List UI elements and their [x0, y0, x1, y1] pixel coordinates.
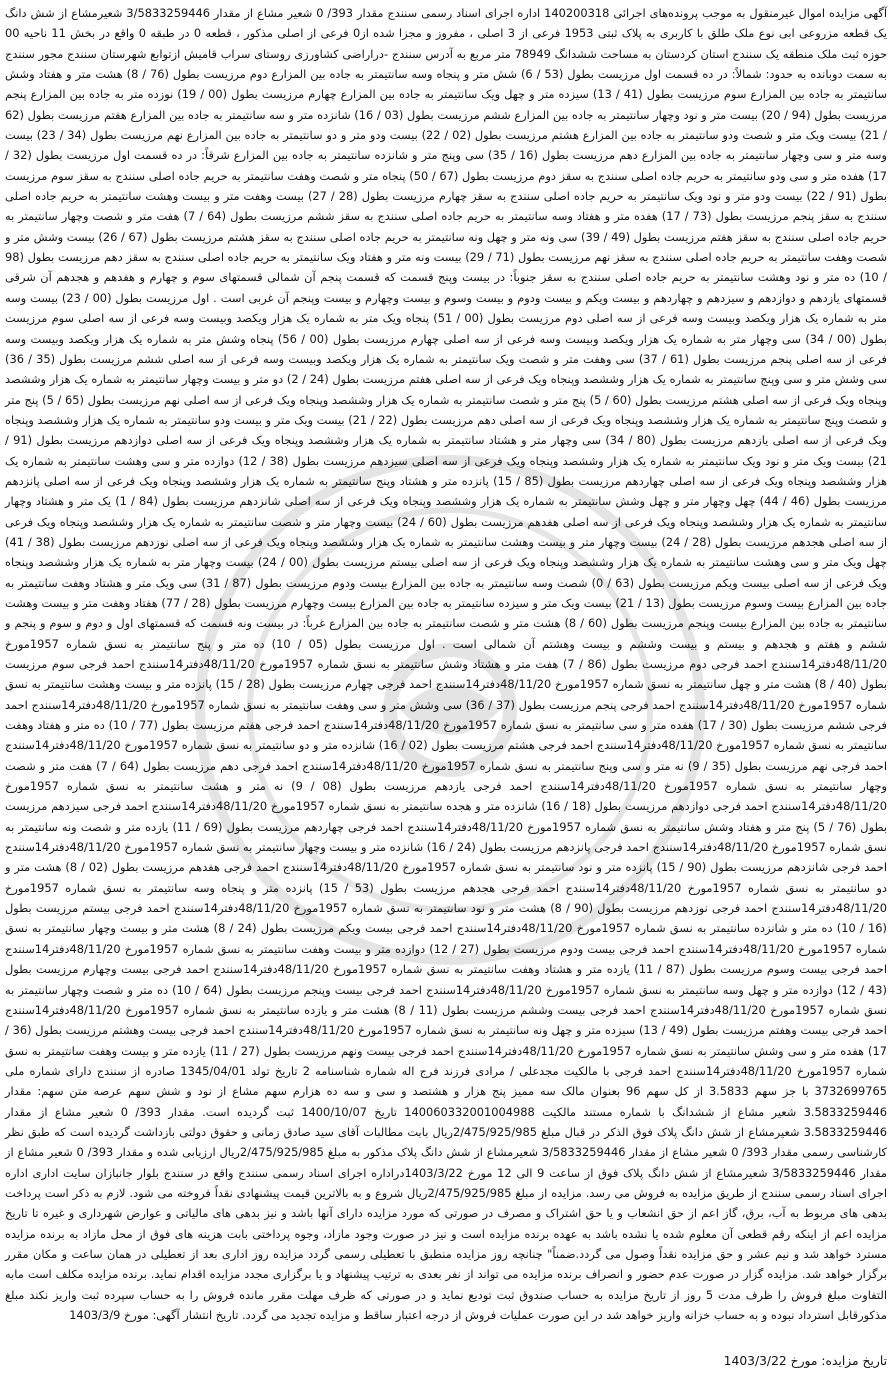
auction-date-label: تاریخ مزایده: مورخ 1403/3/22 — [723, 1354, 887, 1368]
notice-body: آگهی مزایده اموال غیرمنقول به موجب پرونده‌های اجرائی 140200318 اداره اجرای اسناد رسمی سنندج مقدار 393/ 0 شعیر مشاع از مقدار 3/5833259446 شعیرمشاع از شش دانگ یک قطعه مزروعی ابی نوع ملک طلق با کاربری به پلاک ثبتی 1953 فرعی از 3 اصلی ، مفروز و مجزا شده از0 فرعی از اصلی مذکور ، قطعه 0 در طبقه 0 واقع در بخش 11 ناحیه 00 حوزه ثبت ملک منطقه یک سنندج استان کردستان به مساحت ششدانگ 78949 متر مربع به آدرس سنندج -دراراضی کشاورزی روستای سراب قامیش ازتوابع شهرستان سنندج مجور سنندج به سمت دوبانده به حدود: شمالاً: در ده قسمت اول مرزیست بطول (53 / 6) شش متر و پنجاه وسه سانتیمتر به جاده بین المزارع دوم مرزیست بطول (76 / 8) هشت متر و هفتاد وشش سانتیمتر به جاده بین المزارع سوم مرزیست بطول (41 / 13) سیزده متر و چهل ویک سانتیمتر به جاده بین المزارع چهارم مرزیست بطول (00 / 19) نوزده متر به جاده بین المزارع پنجم مرزیست بطول (94 / 20) بیست متر و نود وچهار سانتیمتر به جاده بین المزارع ششم مرزیست بطول (03 / 16) شانزده متر و سه سانتیمتر به جاده بین المزارع هفتم مرزیست بطول (62 / 21) بیست ویک متر و شصت ودو سانتیمتر به جاده بین المزارع هشتم مرزیست بطول (02 / 22) بیست ودو متر و دو سانتیمتر به جاده بین المزارع نهم مرزیست بطول (34 / 23) بیست وسه متر و سی وچهار سانتیمتر به جاده بین المزارع دهم مرزیست بطول (16 / 35) سی وپنج متر و شانزده سانتیمتر به جاده بین المزارع شرقاً: در ده قسمت اول مرزیست بطول (32 / 17) هفده متر و سی ودو سانتیمتر به حریم جاده اصلی سنندج به سقز دوم مرزیست بطول (67 / 50) پنجاه متر و شصت وهفت سانتیمتر به حریم جاده اصلی سنندج به سقز سوم مرزیست بطول (91 / 22) بیست ودو متر و نود ویک سانتیمتر به حریم جاده اصلی سنندج به سقز چهارم مرزیست بطول (28 / 27) بیست وهفت متر و بیست وهشت سانتیمتر به حریم جاده اصلی سنندج به سقز پنجم مرزیست بطول (73 / 17) هفده متر و هفتاد وسه سانتیمتر به حریم جاده اصلی سنندج به سقز ششم مرزیست بطول (64 / 7) هفت متر و شصت وچهار سانتیمتر به حریم جاده اصلی سنندج به سقز هفتم مرزیست بطول (49 / 39) سی ونه متر و چهل ونه سانتیمتر به حریم جاده اصلی سنندج به سقز هشتم مرزیست بطول (67 / 26) بیست وشش متر و شصت وهفت سانتیمتر به حریم جاده اصلی سنندج به سقز نهم مرزیست بطول (71 / 29) بیست ونه متر و هفتاد ویک سانتیمتر به حریم جاده اصلی سنندج به سقز دهم مرزیست بطول (98 / 10) ده متر و نود وهشت سانتیمتر به حریم جاده اصلی سنندج به سقز جنوباً: در بیست وپنج قسمت که قسمت پنجم آن شمالی قسمتهای سوم و چهارم و هفدهم و هجدهم آن شرقی قسمتهای یازدهم و دوازدهم و سیزدهم و چهاردهم و بیست ویکم و بیست ودوم و بیست وسوم و بیست وچهارم و بیست وپنجم آن غربی است . اول مرزیست بطول (00 / 23) بیست وسه متر به شماره یک هزار ویکصد وبیست وسه فرعی از سه اصلی دوم مرزیست بطول (00 / 51) پنجاه ویک متر به شماره یک هزار ویکصد وبیست وسه فرعی از سه اصلی سوم مرزیست بطول (00 / 34) سی وچهار متر به شماره یک هزار ویکصد وبیست وسه فرعی از سه اصلی چهارم مرزیست بطول (00 / 56) پنجاه وشش متر به شماره یک هزار ویکصد وبیست وسه فرعی از سه اصلی پنجم مرزیست بطول (61 / 37) سی وهفت متر و شصت ویک سانتیمتر به شماره یک هزار ویکصد وبیست وسه فرعی از سه اصلی ششم مرزیست بطول (35 / 36) سی وشش متر و سی وپنج سانتیمتر به شماره یک هزار وششصد وپنجاه ویک فرعی از سه اصلی هفتم مرزیست بطول (24 / 2) دو متر و بیست وچهار سانتیمتر به شماره یک هزار وششصد وپنجاه ویک فرعی از سه اصلی هشتم مرزیست بطول (60 / 5) پنج متر و شصت سانتیمتر به شماره یک هزار وششصد وپنجاه ویک فرعی از سه اصلی نهم مرزیست بطول (65 / 5) پنج متر و شصت وپنج سانتیمتر به شماره یک هزار وششصد وپنجاه ویک فرعی از سه اصلی دهم مرزیست بطول (22 / 21) بیست ویک متر و بیست ودو سانتیمتر به شماره یک هزار وششصد وپنجاه ویک فرعی از سه اصلی یازدهم مرزیست بطول (80 / 34) سی وچهار متر و هشتاد سانتیمتر به شماره یک هزار وششصد وپنجاه ویک فرعی از سه اصلی دوازدهم مرزیست بطول (91 / 21) بیست ویک متر و نود ویک سانتیمتر به شماره یک هزار وششصد وپنجاه ویک فرعی از سه اصلی سیزدهم مرزیست بطول (38 / 12) دوازده متر و سی وهشت سانتیمتر به شماره یک هزار وششصد وپنجاه ویک فرعی از سه اصلی چهاردهم مرزیست بطول (85 / 15) پانزده متر و هشتاد وپنج سانتیمتر به شماره یک هزار وششصد وپنجاه ویک فرعی از سه اصلی پانزدهم مرزیست بطول (46 / 44) چهل وچهار متر و چهل وشش سانتیمتر به شماره یک هزار وششصد وپنجاه ویک فرعی از سه اصلی شانزدهم مرزیست بطول (84 / 1) یک متر و هشتاد وچهار سانتیمتر به شماره یک هزار وششصد وپنجاه ویک فرعی از سه اصلی هفدهم مرزیست بطول (60 / 24) بیست وچهار متر و شصت سانتیمتر به شماره یک هزار وششصد وپنجاه ویک فرعی از سه اصلی هجدهم مرزیست بطول (28 / 24) بیست وچهار متر و بیست وهشت سانتیمتر به شماره یک هزار وششصد وپنجاه ویک فرعی از سه اصلی نوزدهم مرزیست بطول (38 / 41) چهل ویک متر و سی وهشت سانتیمتر به شماره یک هزار وششصد وپنجاه ویک فرعی از سه اصلی بیستم مرزیست بطول (00 / 24) بیست وچهار متر به شماره یک هزار وششصد وپنجاه ویک فرعی از سه اصلی بیست ویکم مرزیست بطول (63 / 0) شصت وسه سانتیمتر به جاده بین المزارع بیست ودوم مرزیست بطول (87 / 31) سی ویک متر و هشتاد وهفت سانتیمتر به جاده بین المزارع بیست وسوم مرزیست بطول (13 / 21) بیست ویک متر و سیزده سانتیمتر به جاده بین المزارع بیست وچهارم مرزیست بطول (28 / 77) هفتاد وهفت متر و بیست وهشت سانتیمتر به جاده بین المزارع بیست وپنجم مرزیست بطول (60 / 8) هشت متر و شصت سانتیمتر به جاده بین المزارع غرباً: در بیست ونه قسمت که قسمتهای اول و دوم و سوم و پنجم و ششم و هفتم و هجدهم و بیستم و بیست وششم و بیست وهشتم آن شمالی است . اول مرزیست بطول (05 / 10) ده متر و پنج سانتیمتر به نسق شماره 1957مورخ 48/11/20دفتر14سنندج احمد فرجی دوم مرزیست بطول (86 / 7) هفت متر و هشتاد وشش سانتیمتر به نسق شماره 1957مورخ 48/11/20دفتر14سنندج احمد فرجی سوم مرزیست بطول (40 / 8) هشت متر و چهل سانتیمتر به نسق شماره 1957مورخ 48/11/20دفتر14سنندج احمد فرجی چهارم مرزیست بطول (28 / 15) پانزده متر و بیست وهشت سانتیمتر به نسق شماره 1957مورخ 48/11/20دفتر14سنندج احمد فرجی پنجم مرزیست بطول (37 / 36) سی وشش متر و سی وهفت سانتیمتر به نسق شماره 1957مورخ 48/11/20دفتر14سنندج احمد فرجی ششم مرزیست بطول (30 / 17) هفده متر و سی سانتیمتر به نسق شماره 1957مورخ 48/11/20دفتر14سنندج احمد فرجی هفتم مرزیست بطول (77 / 10) ده متر و هفتاد وهفت سانتیمتر به نسق شماره 1957مورخ 48/11/20دفتر14سنندج احمد فرجی هشتم مرزیست بطول (02 / 16) شانزده متر و دو سانتیمتر به نسق شماره 1957مورخ 48/11/20دفتر14سنندج احمد فرجی نهم مرزیست بطول (35 / 9) نه متر و سی وپنج سانتیمتر به نسق شماره 1957مورخ 48/11/20دفتر14سنندج احمد فرجی دهم مرزیست بطول (64 / 7) هفت متر و شصت وچهار سانتیمتر به نسق شماره 1957مورخ 48/11/20دفتر14سنندج احمد فرجی یازدهم مرزیست بطول (08 / 9) نه متر و هشت سانتیمتر به نسق شماره 1957مورخ 48/11/20دفتر14سنندج احمد فرجی دوازدهم مرزیست بطول (18 / 16) شانزده متر و هجده سانتیمتر به نسق شماره 1957مورخ 48/11/20دفتر14سنندج احمد فرجی سیزدهم مرزیست بطول (76 / 5) پنج متر و هفتاد وشش سانتیمتر به نسق شماره 1957مورخ 48/11/20دفتر14سنندج احمد فرجی چهاردهم مرزیست بطول (69 / 11) یازده متر و شصت ونه سانتیمتر به نسق شماره 1957مورخ 48/11/20دفتر14سنندج احمد فرجی پانزدهم مرزیست بطول (24 / 16) شانزده متر و بیست وچهار سانتیمتر به نسق شماره 1957مورخ 48/11/20دفتر14سنندج احمد فرجی شانزدهم مرزیست بطول (90 / 15) پانزده متر و نود سانتیمتر به نسق شماره 1957مورخ 48/11/20دفتر14سنندج احمد فرجی هفدهم مرزیست بطول (02 / 8) هشت متر و دو سانتیمتر به نسق شماره 1957مورخ 48/11/20دفتر14سنندج احمد فرجی هجدهم مرزیست بطول (53 / 15) پانزده متر و پنجاه وسه سانتیمتر به نسق شماره 1957مورخ 48/11/20دفتر14سنندج احمد فرجی نوزدهم مرزیست بطول (90 / 8) هشت متر و نود سانتیمتر به نسق شماره 1957مورخ 48/11/20دفتر14سنندج احمد فرجی بیستم مرزیست بطول (16 / 10) ده متر و شانزده سانتیمتر به نسق شماره 1957مورخ 48/11/20دفتر14سنندج احمد فرجی بیست ویکم مرزیست بطول (24 / 8) هشت متر و بیست وچهار سانتیمتر به نسق شماره 1957مورخ 48/11/20دفتر14سنندج احمد فرجی بیست ودوم مرزیست بطول (27 / 12) دوازده متر و بیست وهفت سانتیمتر به نسق شماره 1957مورخ 48/11/20دفتر14سنندج احمد فرجی بیست وسوم مرزیست بطول (87 / 11) یازده متر و هشتاد وهفت سانتیمتر به نسق شماره 1957مورخ 48/11/20دفتر14سنندج احمد فرجی بیست وچهارم مرزیست بطول (43 / 12) دوازده متر و چهل وسه سانتیمتر به نسق شماره 1957مورخ 48/11/20دفتر14سنندج احمد فرجی بیست وپنجم مرزیست بطول (64 / 10) ده متر و شصت وچهار سانتیمتر به نسق شماره 1957مورخ 48/11/20دفتر14سنندج احمد فرجی بیست وششم مرزیست بطول (11 / 8) هشت متر و یازده سانتیمتر به نسق شماره 1957مورخ 48/11/20دفتر14سنندج احمد فرجی بیست وهفتم مرزیست بطول (49 / 13) سیزده متر و چهل ونه سانتیمتر به نسق شماره 1957مورخ 48/11/20دفتر14سنندج احمد فرجی بیست وهشتم مرزیست بطول (36 / 17) هفده متر و سی وشش سانتیمتر به نسق شماره 1957مورخ 48/11/20دفتر14سنندج احمد فرجی بیست ونهم مرزیست بطول (27 / 11) یازده متر و بیست وهفت سانتیمتر به نسق شماره 1957مورخ 48/11/20دفتر14سنندج احمد فرجی با مالکیت مجدعلی / مرادی فرزند فرج اله شماره شناسنامه 2 تاریخ تولد 1345/04/01 صادره از سنندج دارای شماره ملی 3732699765 با جز سهم 3.5833 از کل سهم 96 بعنوان مالک سه ممیز پنج هزار و هشتصد و سی و سه ده هزارم سهم مشاع از نود و شش سهم عرصه متن سهم: مقدار 3.5833259446 شعیر مشاع از ششدانگ با شماره مستند مالکیت 140060332001004988 تاریخ 1400/10/07 ثبت گردیده است. مقدار 393/ 0 شعیر مشاع از مقدار 3.5833259446 شعیرمشاع از شش دانگ پلاک فوق الذکر در قبال مبلغ 2/475/925/985ریال بابت مطالبات آقای سید صادق زمانی و حقوق دولتی بازداشت گردیده است که طبق نظر کارشناسی رسمی مقدار 393/ 0 شعیر مشاع از مقدار 3/5833259446 شعیرمشاع از شش دانگ پلاک مذکور به مبلغ 2/475/925/985ریال ارزیابی شده و مقدار 393/ 0 شعیر مشاع از مقدار 3/5833259446 شعیرمشاع از شش دانگ پلاک فوق از ساعت 9 الی 12 مورخ 1403/3/22دراداره اجرای اسناد رسمی سنندج واقع در سنندج بلوار جانبازان سایت اداری اداره اجرای اسناد رسمی سنندج از طریق مزایده به فروش می رسد. مزایده از مبلغ 2/475/925/985ریال شروع و به بالاترین قیمت پیشنهادی نقداً فروخته می شود. لازم به ذکر است پرداخت بدهی های مربوط به آب، برق، گاز اعم از حق انشعاب و یا حق اشتراک و مصرف در صورتی که مورد مزایده دارای آنها باشد و نیز بدهی های مالیاتی و عوارض شهرداری و غیره تا تاریخ مزایده اعم از اینکه رقم قطعی آن معلوم شده یا نشده باشد به عهده برنده مزایده است و نیز در صورت وجود مازاد، وجوه پرداختی بابت هزینه های فوق از محل مازاد به برنده مزایده مسترد خواهد شد و نیم عشر و حق مزایده نقداً وصول می گردد.ضمناً" چنانچه روز مزایده منطبق با تعطیلی رسمی گردد مزایده روز اداری بعد از تعطیلی در همان ساعت و مکان مقرر برگزار خواهد شد. مزایده گزار در صورت عدم حضور و انصراف برنده مزایده می تواند از نفر بعدی به ترتیب پیشنهاد و یا برگزاری مجدد مزایده اقدام نماید. برنده مزایده مکلف است مابه التفاوت مبلغ فروش را ظرف مدت 5 روز از تاریخ مزایده به حساب صندوق ثبت تودیع نماید و در صورتی که ظرف مهلت مقرر مانده فروش را به حساب سپرده ثبت واریز نکند مبلغ مذکورقابل استرداد نبوده و به حساب خزانه واریز خواهد شد در این صورت عملیات فروش از درجه اعتبار ساقط و مزایده تجدید می گردد. تاریخ انتشار آگهی: مورخ 1403/3/9 — [4, 6, 888, 1322]
auction-date-line — [5, 1351, 887, 1373]
auction-notice-text — [5, 3, 887, 1325]
